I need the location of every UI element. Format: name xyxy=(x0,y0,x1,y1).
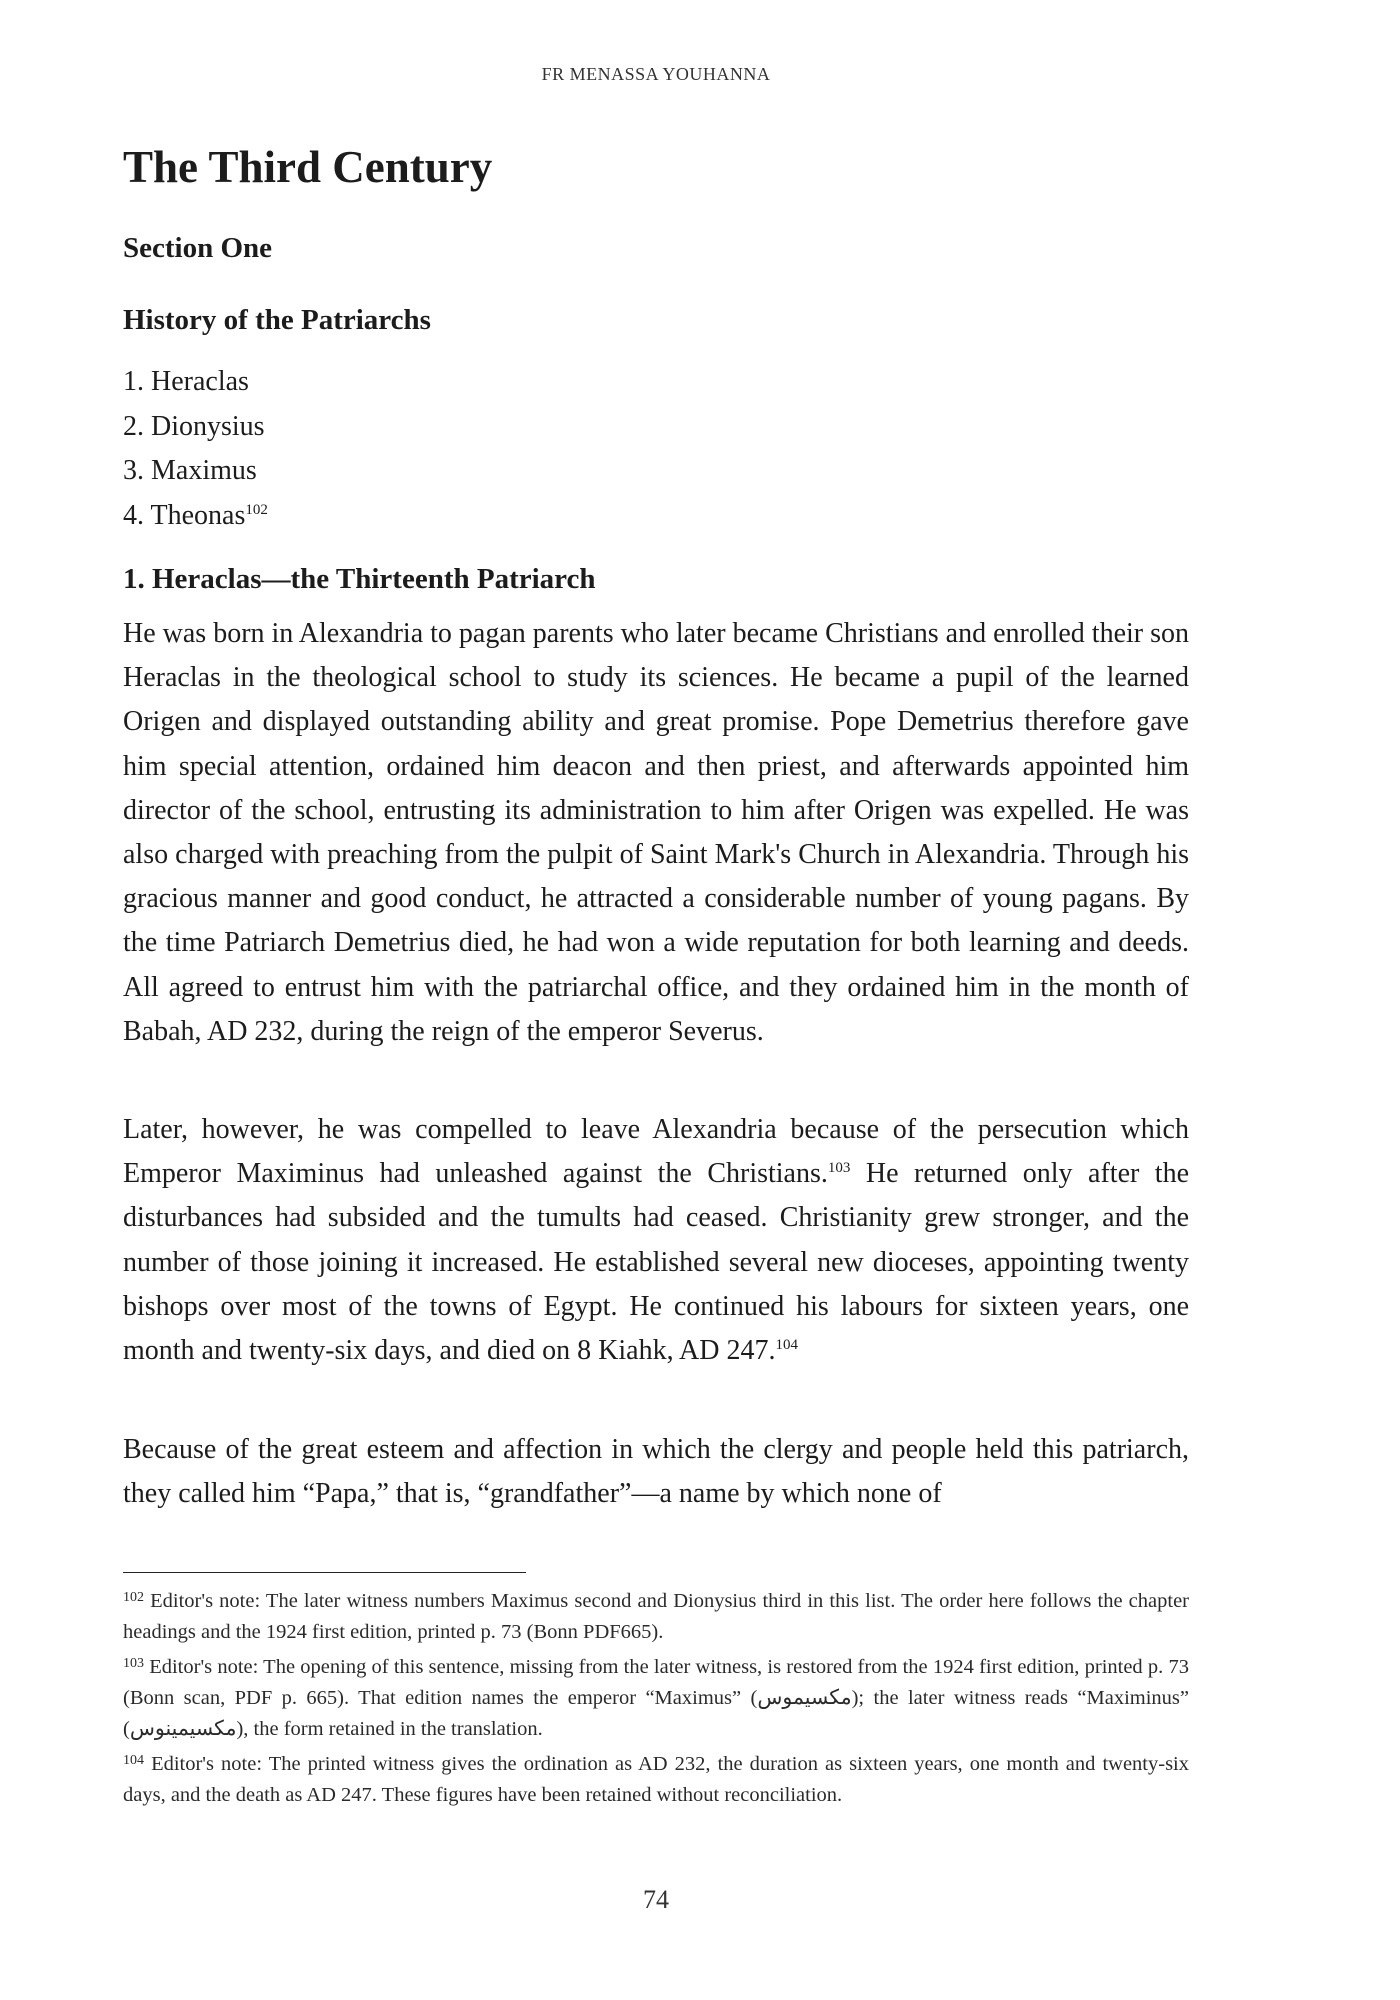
footnotes xyxy=(123,1586,1189,1815)
footnote xyxy=(123,1652,1189,1745)
chapter-title: The Third Century xyxy=(123,142,493,192)
history-heading: History of the Patriarchs xyxy=(123,304,431,336)
footnote-marker: 103 xyxy=(827,1160,851,1177)
body-paragraph: He was born in Alexandria to pagan parents who later became Christians and enrolled their son Heraclas in the theological school to study its sciences. He became a pupil of the learned Origen and displayed outstanding ability and great promise. Pope Demetrius therefore gave him special attention, ordained him deacon and then priest, and afterwards appointed him director of the school, entrusting its administration to him after Origen was expelled. He was also charged with preaching from the pulpit of Saint Mark's Church in Alexandria. Through his gracious manner and good conduct, he attracted a considerable number of young pagans. By the time Patriarch Demetrius died, he had won a wide reputation for both learning and deeds. All agreed to entrust him with the patriarchal office, and they ordained him in the month of Babah, AD 232, during the reign of the emperor Severus. xyxy=(123,618,1190,1047)
list-item-label: 3. Maximus xyxy=(123,455,257,486)
footnote-number: 102 xyxy=(123,1590,144,1605)
footnote-text: Editor's note: The printed witness gives the ordination as AD 232, the duration as sixteen years, one month and twenty-six days, and the death as AD 247. These figures have been retained without reconciliation. xyxy=(123,1753,1190,1806)
list-item-label: 1. Heraclas xyxy=(123,366,249,397)
page-number: 74 xyxy=(643,1885,669,1914)
book-page xyxy=(123,0,1189,2000)
list-item xyxy=(123,449,268,494)
body-paragraph: Because of the great esteem and affection in which the clergy and people held this patriarch, they called him “Papa,” that is, “grandfather”—a name by which none of xyxy=(123,1434,1189,1510)
list-item xyxy=(123,405,268,450)
patriarch-list xyxy=(123,360,268,538)
footnote-marker: 104 xyxy=(775,1337,798,1354)
footnote-number: 104 xyxy=(123,1753,144,1768)
footnote xyxy=(123,1586,1189,1648)
heraclas-heading: 1. Heraclas—the Thirteenth Patriarch xyxy=(123,563,596,595)
list-item-label: 4. Theonas xyxy=(123,499,246,531)
list-item-label: 2. Dionysius xyxy=(123,410,265,442)
body-paragraph xyxy=(123,1108,1189,1373)
paragraph-text: He returned only after the disturbances had subsided and the tumults had ceased. Christianity grew stronger, and the number of those joining it increased. He established several new dioceses, appointing twenty bishops over most of the towns of Egypt. He continued his labours for sixteen years, one month and twenty-six days, and died on 8 Kiahk, AD 247. xyxy=(123,1158,1190,1367)
list-item xyxy=(123,360,268,405)
footnote-text: Editor's note: The later witness numbers Maximus second and Dionysius third in this list. The order here follows the chapter headings and the 1924 first edition, printed p. 73 (Bonn PDF665). xyxy=(123,1590,1190,1643)
section-heading: Section One xyxy=(123,232,273,264)
list-item xyxy=(123,494,268,539)
footnote-divider xyxy=(123,1572,526,1573)
footnote xyxy=(123,1749,1189,1811)
footnote-marker: 102 xyxy=(245,501,268,518)
paragraph-text: Later, however, he was compelled to leave Alexandria because of the persecution which Emperor Maximinus had unleashed against the Christians. xyxy=(123,1114,1189,1190)
running-head: FR MENASSA YOUHANNA xyxy=(541,64,771,84)
footnote-number: 103 xyxy=(123,1656,144,1671)
footnote-text: Editor's note: The opening of this sentence, missing from the later witness, is restored from the 1924 first edition, printed p. 73 (Bonn scan, PDF p. 665). That edition names the emperor “Maximus” (مكسيموس); the later witness reads “Maximinus” (مكسيمينوس), the form retained in the translation. xyxy=(123,1656,1189,1740)
